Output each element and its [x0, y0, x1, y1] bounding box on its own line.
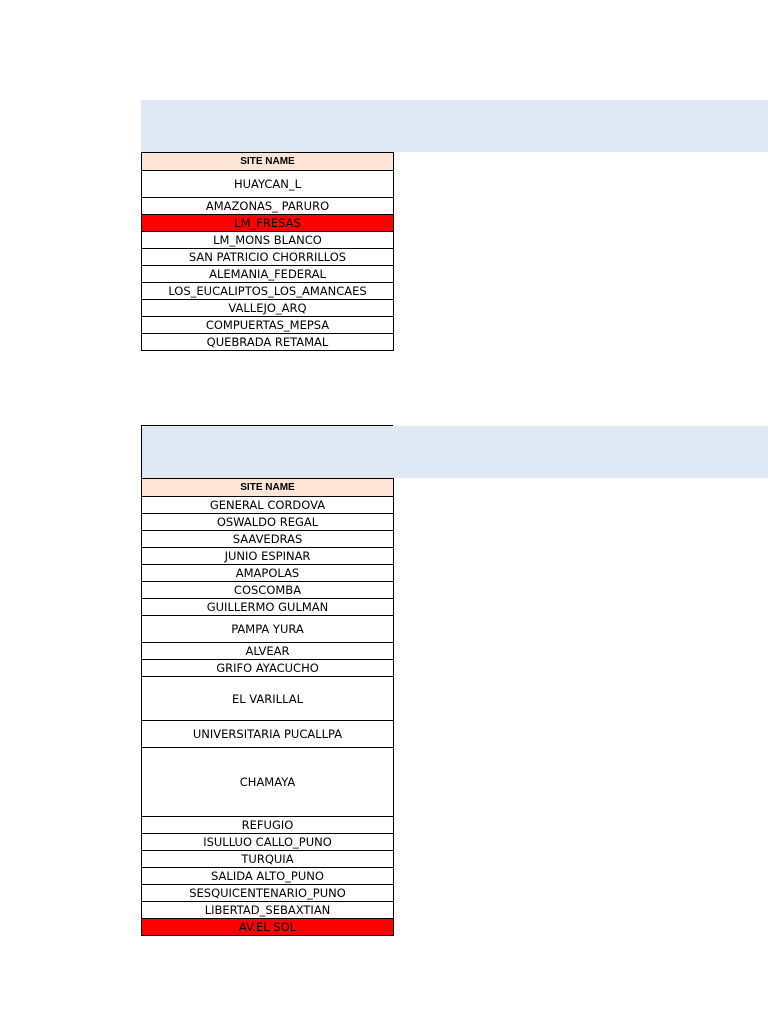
- site-name-cell: HUAYCAN_L: [142, 171, 394, 198]
- table-row: [142, 582, 394, 599]
- site-name-cell: AMAPOLAS: [142, 565, 394, 582]
- table-row: [142, 514, 394, 531]
- table-2-body: [142, 497, 394, 936]
- column-header-site-name: SITE NAME: [142, 479, 394, 497]
- table-row: [142, 300, 394, 317]
- section-2-left-border: [141, 425, 142, 479]
- site-name-cell: LIBERTAD_SEBAXTIAN: [142, 902, 394, 919]
- site-table-2: [141, 478, 394, 936]
- site-name-cell: REFUGIO: [142, 817, 394, 834]
- site-name-cell: UNIVERSITARIA PUCALLPA: [142, 721, 394, 748]
- section-2-header-band: [141, 426, 768, 478]
- site-name-cell: SAN PATRICIO CHORRILLOS: [142, 249, 394, 266]
- table-row: [142, 660, 394, 677]
- section-2-top-border: [141, 425, 393, 426]
- site-name-cell: AMAZONAS_ PARURO: [142, 198, 394, 215]
- site-name-cell: JUNIO ESPINAR: [142, 548, 394, 565]
- table-row: [142, 868, 394, 885]
- site-name-cell: VALLEJO_ARQ: [142, 300, 394, 317]
- site-name-cell: ALVEAR: [142, 643, 394, 660]
- site-name-cell: GRIFO AYACUCHO: [142, 660, 394, 677]
- site-name-cell: SALIDA ALTO_PUNO: [142, 868, 394, 885]
- table-row: [142, 616, 394, 643]
- table-row: [142, 249, 394, 266]
- site-name-cell: CHAMAYA: [142, 748, 394, 817]
- table-row: [142, 748, 394, 817]
- site-name-cell: COMPUERTAS_MEPSA: [142, 317, 394, 334]
- column-header-site-name: SITE NAME: [142, 153, 394, 171]
- site-name-cell: QUEBRADA RETAMAL: [142, 334, 394, 351]
- site-name-cell: SAAVEDRAS: [142, 531, 394, 548]
- table-row: [142, 902, 394, 919]
- section-1-header-band: [141, 100, 768, 152]
- site-name-cell: GENERAL CORDOVA: [142, 497, 394, 514]
- table-row: [142, 599, 394, 616]
- table-row: [142, 643, 394, 660]
- site-table-1: [141, 152, 394, 351]
- table-row: [142, 171, 394, 198]
- table-header-row: [142, 479, 394, 497]
- table-row: [142, 317, 394, 334]
- table-row: [142, 283, 394, 300]
- site-name-cell: TURQUIA: [142, 851, 394, 868]
- site-name-cell: LOS_EUCALIPTOS_LOS_AMANCAES: [142, 283, 394, 300]
- site-name-cell: AV.EL SOL: [142, 919, 394, 936]
- site-name-cell: EL VARILLAL: [142, 677, 394, 721]
- table-row: [142, 232, 394, 249]
- table-row: [142, 834, 394, 851]
- table-row: [142, 677, 394, 721]
- table-row: [142, 266, 394, 283]
- site-name-cell: ALEMANIA_FEDERAL: [142, 266, 394, 283]
- site-name-cell: OSWALDO REGAL: [142, 514, 394, 531]
- table-row: [142, 817, 394, 834]
- table-row: [142, 334, 394, 351]
- table-1-body: [142, 171, 394, 351]
- site-name-cell: PAMPA YURA: [142, 616, 394, 643]
- table-row: [142, 548, 394, 565]
- site-name-cell: GUILLERMO GULMAN: [142, 599, 394, 616]
- table-row: [142, 919, 394, 936]
- site-name-cell: SESQUICENTENARIO_PUNO: [142, 885, 394, 902]
- table-row: [142, 885, 394, 902]
- table-row: [142, 497, 394, 514]
- table-row: [142, 721, 394, 748]
- table-row: [142, 565, 394, 582]
- table-row: [142, 215, 394, 232]
- site-name-cell: LM_FRESAS: [142, 215, 394, 232]
- site-name-cell: COSCOMBA: [142, 582, 394, 599]
- site-name-cell: LM_MONS BLANCO: [142, 232, 394, 249]
- site-name-cell: ISULLUO CALLO_PUNO: [142, 834, 394, 851]
- table-row: [142, 198, 394, 215]
- table-header-row: [142, 153, 394, 171]
- table-row: [142, 851, 394, 868]
- table-row: [142, 531, 394, 548]
